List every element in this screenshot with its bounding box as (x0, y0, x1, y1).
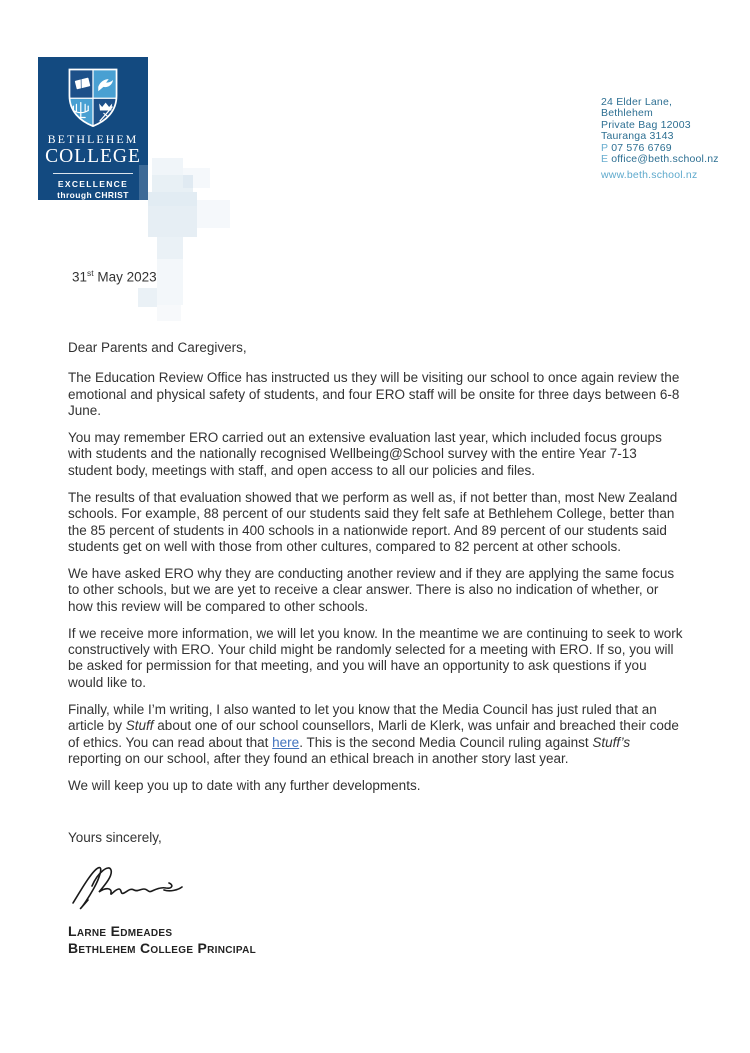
text-run: . This is the second Media Council ruling against (299, 734, 593, 750)
logo-school-name-line2: COLLEGE (45, 146, 141, 168)
italic-text: Stuff’s (592, 734, 631, 750)
paragraph (68, 702, 684, 768)
date-rest: May 2023 (93, 269, 157, 285)
salutation: Dear Parents and Caregivers, (68, 339, 247, 355)
watermark-square (148, 206, 197, 237)
letter-body (68, 265, 684, 957)
address-line: Bethlehem (601, 107, 653, 120)
logo-divider (53, 173, 133, 174)
address-lines (601, 97, 719, 143)
school-logo (38, 57, 148, 200)
watermark-square (157, 237, 183, 259)
text-run: Finally, while I’m writing, I also wanted to let you know that the Media Council has just ruled that an article by (68, 701, 657, 734)
text-run: reporting on our school, after they found an ethical breach in another story last year. (68, 750, 569, 766)
closing-line: We will keep you up to date with any further developments. (68, 777, 421, 793)
email-prefix: E (601, 153, 609, 166)
paragraph (68, 490, 684, 556)
email-address: office@beth.school.nz (611, 153, 719, 166)
paragraph (68, 566, 684, 615)
text-run: about one of our school counsellors, Marli de Klerk, was unfair and breached their code of ethics. You can read about that (68, 718, 679, 750)
website-link[interactable]: www.beth.school.nz (601, 169, 698, 182)
address-line: Private Bag 12003 (601, 118, 691, 131)
text-run: You may remember ERO carried out an extensive evaluation last year, which included focus groups with students and the nationally recognised Wellbeing@School survey with the entire Year 7-13 student body, meetings with staff, and open access to all our policies and files. (68, 430, 662, 478)
paragraphs (68, 370, 684, 767)
logo-school-name-line1: BETHLEHEM (47, 132, 139, 147)
signature-image (68, 859, 186, 911)
text-run: If we receive more information, we will let you know. In the meantime we are continuing to seek to work constructively with ERO. Your child might be randomly selected for a meeting with ERO. If so, you will be asked for permission for that meeting, and you will have an opportunity to ask questions if you would like to. (68, 625, 683, 690)
logo-corner-highlight (139, 165, 148, 200)
logo-motto-line2: through CHRIST (57, 190, 129, 200)
paragraph (68, 370, 684, 419)
paragraph (68, 430, 684, 479)
text-run: We have asked ERO why they are conducting another review and if they are applying the same focus to other schools, but we are yet to receive a clear answer. There is also no indication of whether, or how this review will be compared to other schools. (68, 565, 675, 614)
address-line: Tauranga 3143 (601, 130, 674, 143)
watermark-square (148, 192, 197, 206)
phone-prefix: P (601, 141, 609, 154)
email-line (601, 154, 719, 165)
address-line: 24 Elder Lane, (601, 96, 673, 108)
phone-number: 07 576 6769 (611, 141, 672, 154)
text-run: The results of that evaluation showed that we perform as well as, if not better than, most New Zealand schools. For example, 88 percent of our students said they felt safe at Bethlehem College, better than the 85 percent of students in 400 schools in a nationwide report. And 89 percent of our students said students get on well with those from other cultures, compared to 82 percent at other schools. (68, 489, 678, 554)
date-ordinal: st (87, 268, 94, 278)
school-crest-shield (66, 66, 120, 127)
letter-date (72, 265, 684, 286)
valediction: Yours sincerely, (68, 830, 162, 846)
text-run: The Education Review Office has instructed us they will be visiting our school to once again review the emotional and physical safety of students, and four ERO staff will be onsite for three days between 6-8 June. (68, 370, 680, 419)
italic-text: Stuff (125, 718, 154, 734)
watermark-square (152, 158, 183, 175)
watermark-square (197, 200, 230, 228)
watermark-square (183, 168, 210, 188)
signer-name: Larne Edmeades (68, 922, 173, 939)
signer-title: Bethlehem College Principal (68, 939, 257, 956)
letterhead-address (601, 97, 719, 182)
here-link[interactable]: here (272, 734, 300, 750)
paragraph (68, 626, 684, 692)
date-day: 31 (72, 269, 88, 285)
logo-motto-line1: EXCELLENCE (57, 179, 129, 189)
